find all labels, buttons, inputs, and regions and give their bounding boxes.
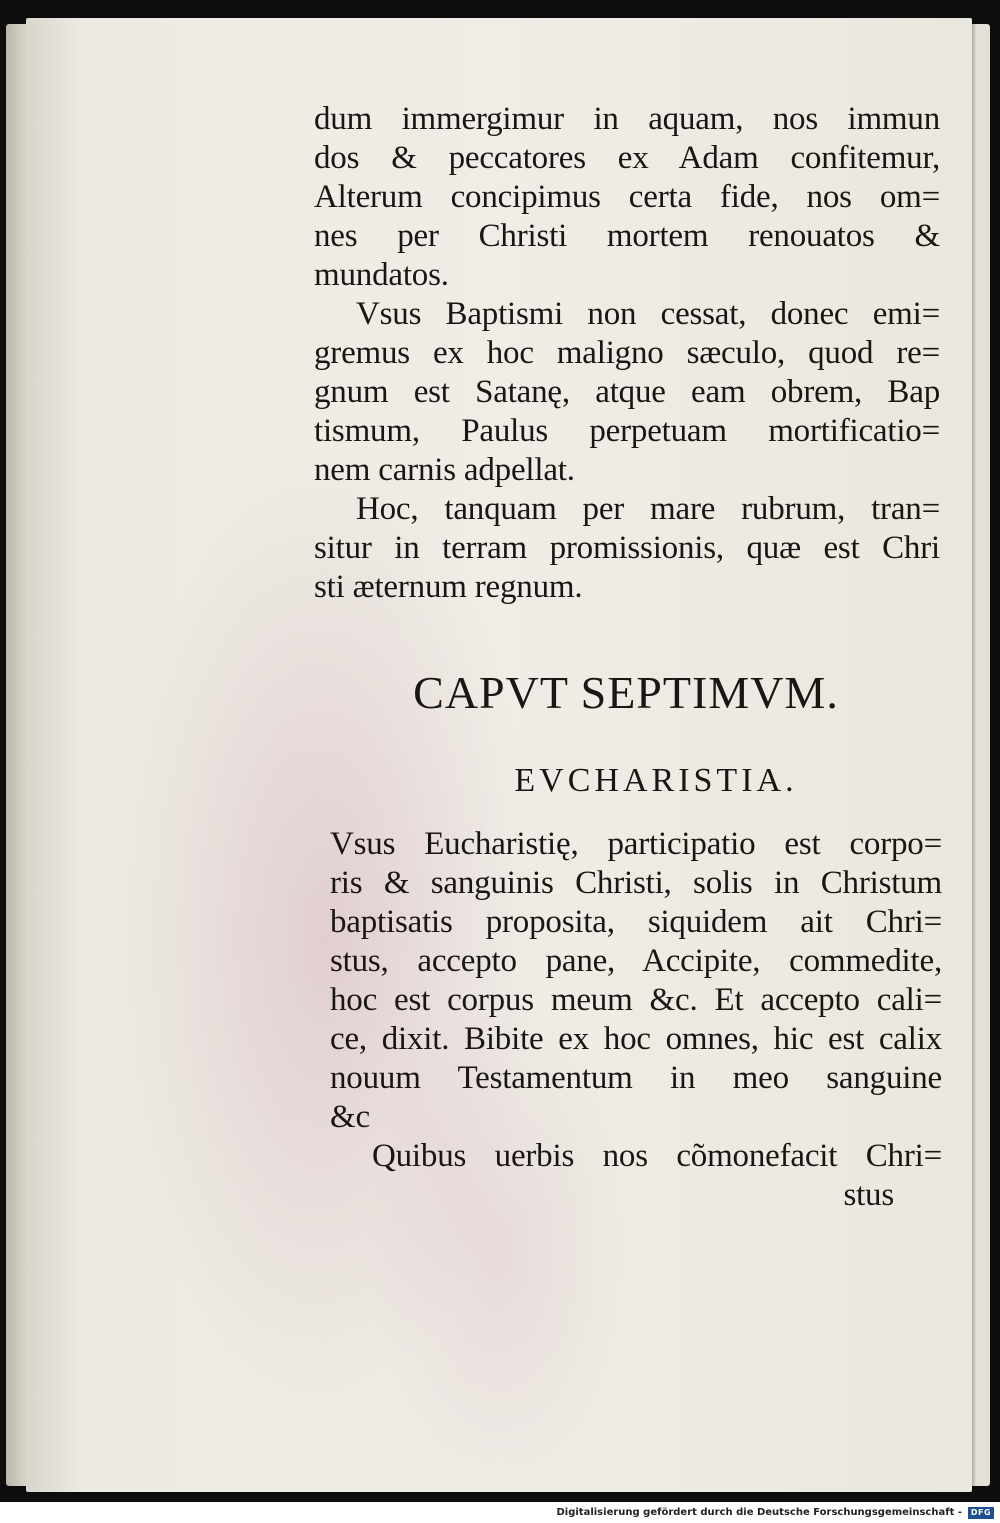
text-line: gnum est Satanę, atque eam obrem, Bap bbox=[314, 374, 940, 410]
chapter-heading: CAPVT SEPTIMVM. bbox=[413, 667, 839, 718]
text-line: baptisatis proposita, siquidem ait Chri= bbox=[330, 904, 942, 940]
text-line: hoc est corpus meum &c. Et accepto cali= bbox=[330, 982, 942, 1018]
text-line: gremus ex hoc maligno sæculo, quod re= bbox=[314, 335, 940, 371]
text-line: Quibus uerbis nos cõmonefacit Chri= bbox=[372, 1138, 942, 1174]
text-line: ris & sanguinis Christi, solis in Christum bbox=[330, 865, 942, 901]
text-line: dos & peccatores ex Adam confitemur, bbox=[314, 140, 940, 176]
text-line: nouum Testamentum in meo sanguine bbox=[330, 1060, 942, 1096]
text-line: ce, dixit. Bibite ex hoc omnes, hic est calix bbox=[330, 1021, 942, 1057]
dfg-logo-icon: DFG bbox=[968, 1507, 994, 1519]
text-line: Hoc, tanquam per mare rubrum, tran= bbox=[356, 491, 940, 527]
text-line: nem carnis adpellat. bbox=[314, 452, 575, 488]
text-line: mundatos. bbox=[314, 257, 449, 293]
text-line: situr in terram promissionis, quæ est Chri bbox=[314, 530, 940, 566]
funding-note: Digitalisierung gefördert durch die Deutsche Forschungsgemeinschaft - bbox=[556, 1507, 962, 1518]
text-line: nes per Christi mortem renouatos & bbox=[314, 218, 940, 254]
bottom-text-block bbox=[330, 825, 942, 1215]
book-page bbox=[26, 18, 972, 1492]
text-line: Vsus Baptismi non cessat, donec emi= bbox=[356, 296, 940, 332]
text-line: stus, accepto pane, Accipite, commedite, bbox=[330, 943, 942, 979]
footer-bar bbox=[0, 1502, 1000, 1523]
top-text-block bbox=[314, 100, 940, 607]
text-line: dum immergimur in aquam, nos immun bbox=[314, 101, 940, 137]
text-line: Vsus Eucharistię, participatio est corpo= bbox=[330, 826, 942, 862]
text-line: Alterum concipimus certa fide, nos om= bbox=[314, 179, 940, 215]
chapter-subheading: EVCHARISTIA. bbox=[514, 762, 798, 799]
text-line: sti æternum regnum. bbox=[314, 569, 583, 605]
text-line: tismum, Paulus perpetuam mortificatio= bbox=[314, 413, 940, 449]
catchword: stus bbox=[843, 1177, 894, 1213]
text-line: &c bbox=[330, 1099, 370, 1135]
